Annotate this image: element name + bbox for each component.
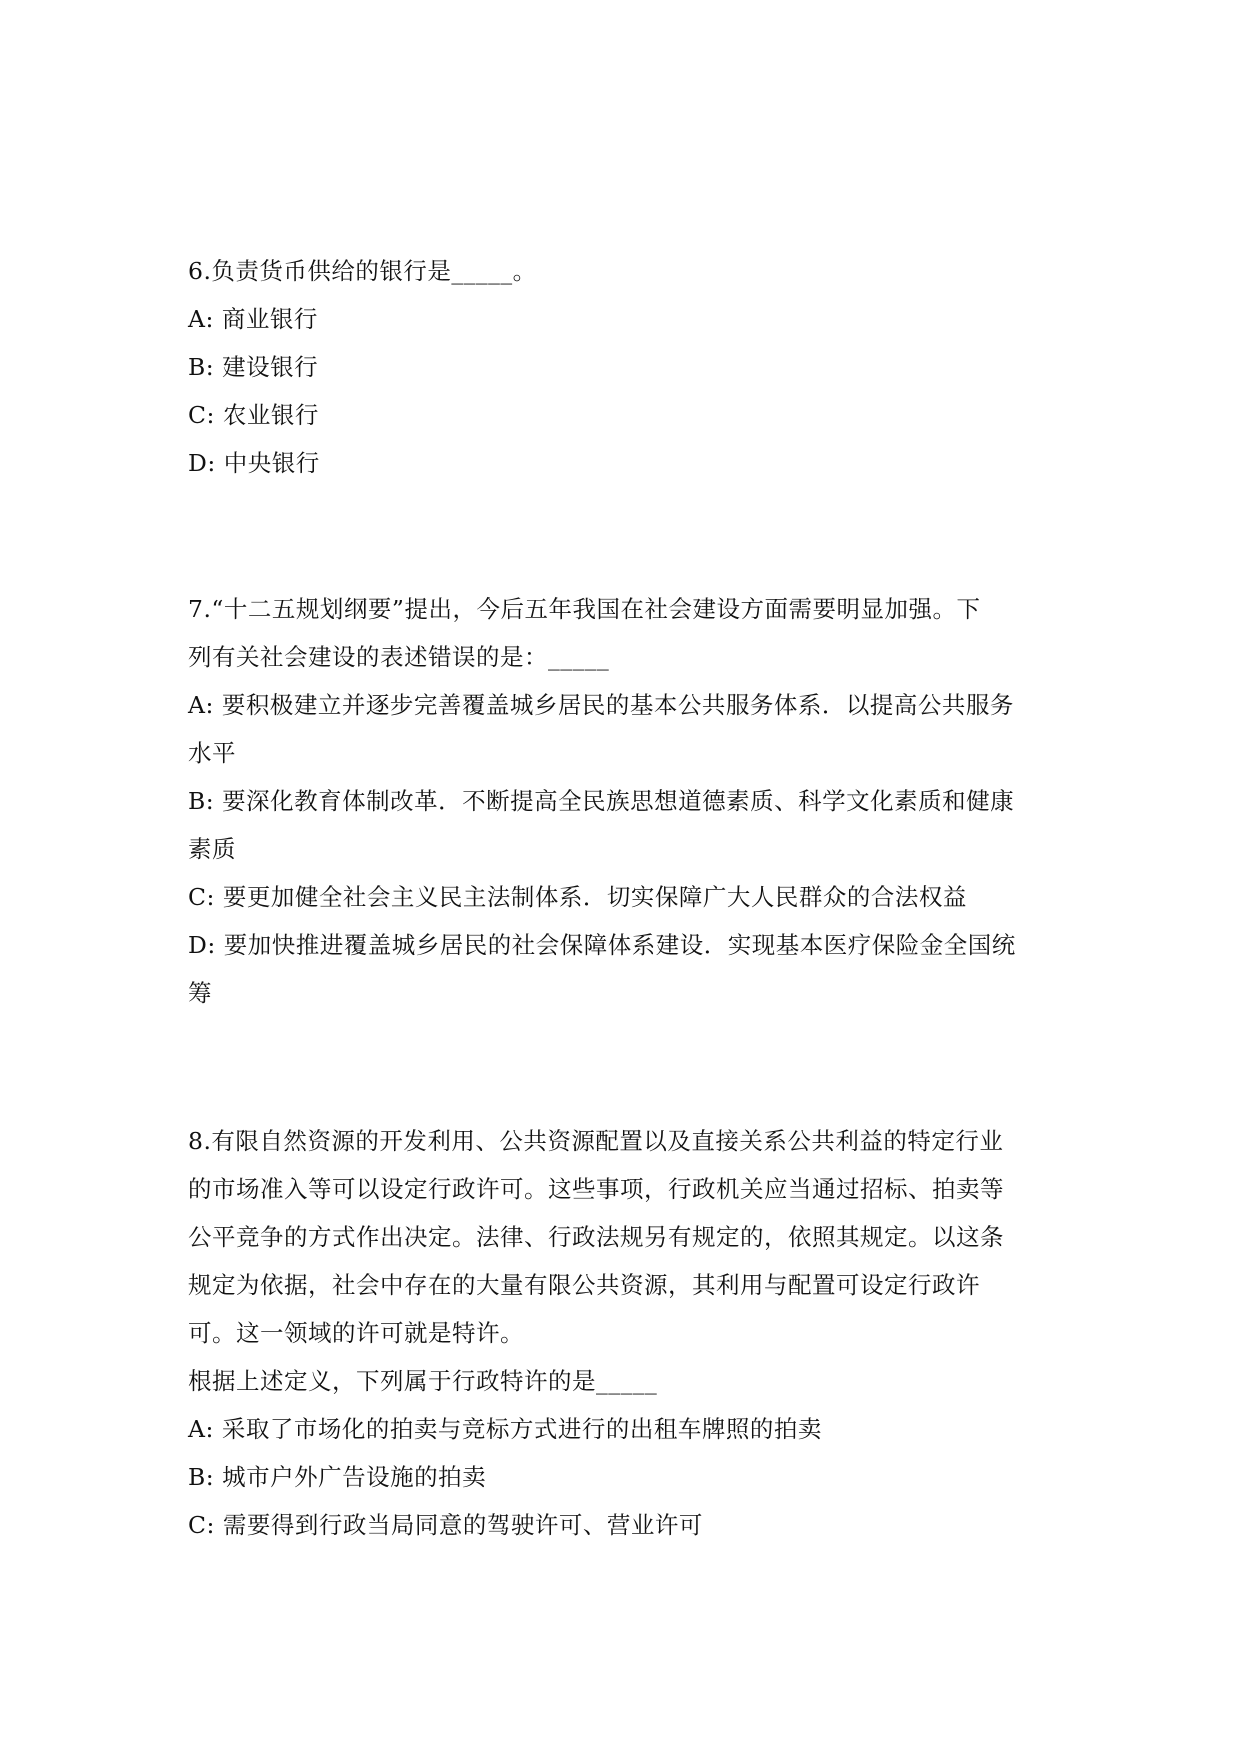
question-6-stem: 6.负责货币供给的银行是_____。: [188, 257, 537, 285]
question-7-option-d-line-2: 筹: [188, 979, 212, 1007]
question-7-option-c: C: 要更加健全社会主义民主法制体系．切实保障广大人民群众的合法权益: [188, 883, 967, 911]
question-8-stem-line-1: 8.有限自然资源的开发利用、公共资源配置以及直接关系公共利益的特定行业: [188, 1127, 1004, 1155]
question-7-option-a-line-2: 水平: [188, 739, 236, 767]
question-7-option-a-line-1: A: 要积极建立并逐步完善覆盖城乡居民的基本公共服务体系．以提高公共服务: [188, 691, 1014, 719]
question-7-option-b-line-2: 素质: [188, 835, 236, 863]
question-8-stem-line-3: 公平竞争的方式作出决定。法律、行政法规另有规定的，依照其规定。以这条: [188, 1223, 1004, 1251]
question-6-option-a: A: 商业银行: [188, 305, 318, 333]
question-8-stem-line-4: 规定为依据，社会中存在的大量有限公共资源，其利用与配置可设定行政许: [188, 1271, 980, 1299]
question-6-option-b: B: 建设银行: [188, 353, 319, 381]
question-6-option-d: D: 中央银行: [188, 449, 320, 477]
question-7-stem-line-2: 列有关社会建设的表述错误的是：_____: [188, 643, 610, 671]
question-8-option-c: C: 需要得到行政当局同意的驾驶许可、营业许可: [188, 1511, 703, 1539]
question-7-option-d-line-1: D: 要加快推进覆盖城乡居民的社会保障体系建设．实现基本医疗保险金全国统: [188, 931, 1016, 959]
question-7-stem-line-1: 7.“十二五规划纲要”提出，今后五年我国在社会建设方面需要明显加强。下: [188, 595, 981, 623]
question-7-option-b-line-1: B: 要深化教育体制改革．不断提高全民族思想道德素质、科学文化素质和健康: [188, 787, 1015, 815]
question-8-stem-line-2: 的市场准入等可以设定行政许可。这些事项，行政机关应当通过招标、拍卖等: [188, 1175, 1004, 1203]
question-8-prompt: 根据上述定义，下列属于行政特许的是_____: [188, 1367, 658, 1395]
question-6-option-c: C: 农业银行: [188, 401, 319, 429]
question-8-option-a: A: 采取了市场化的拍卖与竞标方式进行的出租车牌照的拍卖: [188, 1415, 822, 1443]
question-8-option-b: B: 城市户外广告设施的拍卖: [188, 1463, 487, 1491]
question-8-stem-line-5: 可。这一领域的许可就是特许。: [188, 1319, 524, 1347]
